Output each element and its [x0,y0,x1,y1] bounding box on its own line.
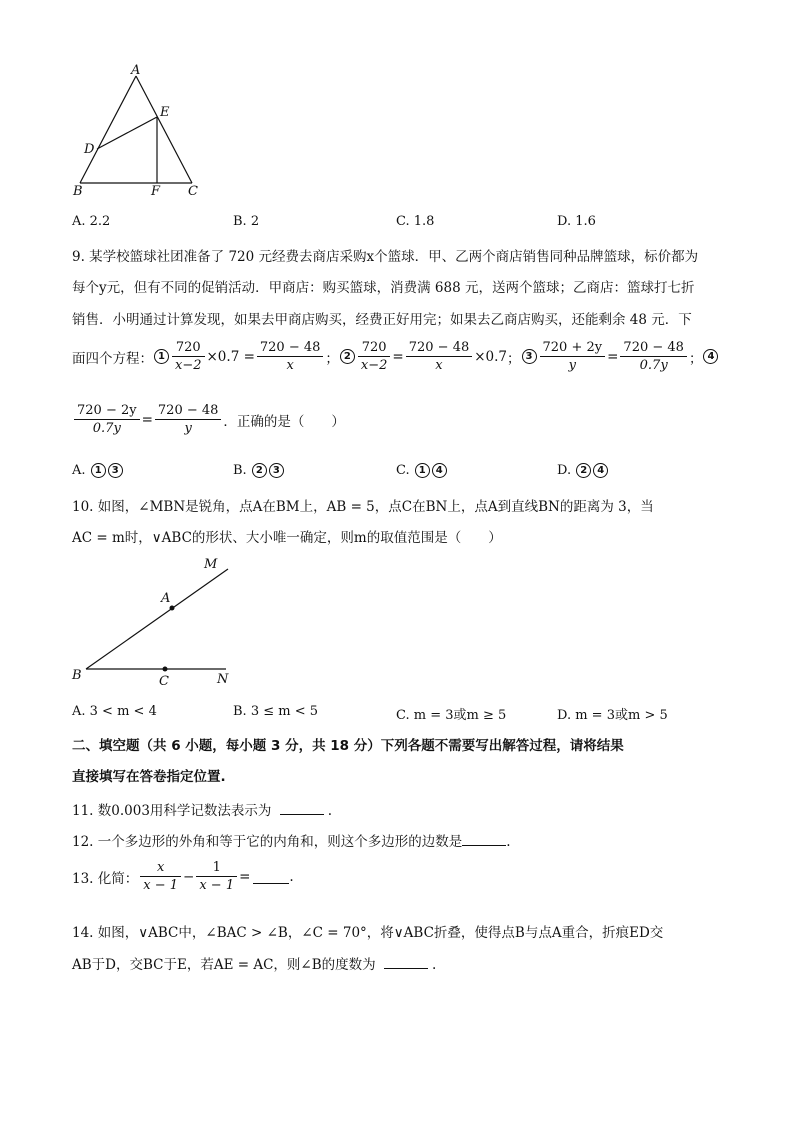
q11-answer-blank[interactable] [280,814,324,815]
q13-fraction-2: $\frac{1}{x - 1}$ [196,860,237,893]
circle-1: 1 [415,463,430,478]
q10-option-b[interactable]: B. 3 ≤ m < 5 [233,704,319,719]
circle-3: 3 [108,463,123,478]
q9-line-1: 9. 某学校篮球社团准备了 720 元经费去商店采购x个篮球．甲、乙两个商店销售同种品牌篮球，标价都为 [72,249,699,265]
q9-equations-prefix: 面四个方程： [72,350,153,367]
q9-option-c[interactable] [396,463,448,478]
q13 [72,860,294,893]
eq3-equals: = [607,348,619,365]
eq1-rhs-fraction: $\frac{720 - 48}{x}$ [257,340,324,373]
q13-equals: = [239,868,251,885]
q12-answer-blank[interactable] [462,845,506,846]
circle-2: 2 [252,463,267,478]
q12-text: 12. 一个多边形的外角和等于它的内角和，则这个多边形的边数是 [72,834,463,850]
eq4-lhs-fraction: $\frac{720 - 2y}{0.7y}$ [74,403,140,436]
eq4-rhs-fraction: $\frac{720 - 48}{y}$ [155,403,222,436]
circle-1: 1 [154,349,169,364]
circle-3: 3 [522,349,537,364]
label-D: D [84,142,95,157]
q14-end: . [431,957,437,973]
eq1-lhs-fraction: $\frac{720}{x-2}$ [172,340,205,373]
q8-option-d[interactable]: D. 1.6 [557,214,596,229]
section-2-heading-line-1: 二、填空题（共 6 小题，每小题 3 分，共 18 分）下列各题不需要写出解答过程，请将结果 [72,738,624,754]
label-A: A [161,591,171,606]
eq3-lhs-fraction: $\frac{720 + 2y}{y}$ [540,340,606,373]
q9-question-end: ．正确的是（ ） [223,413,345,430]
separator: ； [688,350,703,367]
q14-line-2-text: AB于D，交BC于E，若AE = AC，则∠B的度数为 [72,957,376,973]
circle-3: 3 [269,463,284,478]
option-label: D. [557,463,572,478]
eq3-rhs-fraction: $\frac{720 - 48}{0.7y}$ [620,340,687,373]
q9-equation-4-row [72,403,345,436]
option-label: A. [72,463,86,478]
point-C [163,667,168,672]
q9-line-2: 每个y元，但有不同的促销活动．甲商店：购买篮球，消费满 688 元，送两个篮球；乙商店：篮球打七折 [72,280,695,296]
q9-option-d[interactable] [557,463,609,478]
q13-end: . [289,868,294,885]
q13-minus: − [183,868,195,885]
q10-line-1: 10. 如图，∠MBN是锐角，点A在BM上，AB = 5，点C在BN上，点A到直线BN的距离为 3，当 [72,499,654,515]
q14-line-2 [72,953,436,973]
label-C: C [188,184,198,199]
label-A: A [131,64,141,78]
q8-option-c[interactable]: C. 1.8 [396,214,435,229]
option-label: B. [233,463,247,478]
q9-option-a[interactable] [72,463,124,478]
eq2-lhs-fraction: $\frac{720}{x-2}$ [358,340,391,373]
eq2-rhs-fraction: $\frac{720 - 48}{x}$ [406,340,473,373]
separator: ； [507,350,521,367]
label-N: N [217,672,229,687]
q13-answer-blank[interactable] [253,869,289,884]
q8-option-b[interactable]: B. 2 [233,214,260,229]
eq1-mid: ×0.7 = [206,348,255,365]
q13-prefix: 13. 化简： [72,870,139,887]
circle-1: 1 [91,463,106,478]
q12 [72,830,511,850]
q11-end: . [327,803,333,819]
q10-option-c[interactable]: C. m = 3或m ≥ 5 [396,708,507,723]
label-B: B [73,184,83,199]
label-B: B [72,668,82,683]
circle-2: 2 [576,463,591,478]
q9-option-b[interactable] [233,463,285,478]
section-2-heading-line-2: 直接填写在答卷指定位置. [72,769,226,785]
q10-option-d[interactable]: D. m = 3或m > 5 [557,708,668,723]
q9-line-3: 销售．小明通过计算发现，如果去甲商店购买，经费正好用完；如果去乙商店购买，还能剩余 48 元．下 [72,312,692,328]
q11 [72,799,332,819]
label-F: F [151,184,161,199]
label-M: M [204,557,218,572]
q13-fraction-1: $\frac{x}{x - 1}$ [140,860,181,893]
q9-equations-row [72,340,719,373]
option-label: C. [396,463,410,478]
q8-option-a[interactable]: A. 2.2 [72,214,111,229]
q14-line-1: 14. 如图，∨ABC中，∠BAC > ∠B，∠C = 70°，将∨ABC折叠，使得点B与点A重合，折痕ED交 [72,925,664,941]
separator: ； [325,350,339,367]
triangle-figure [70,64,210,204]
eq4-equals: = [141,411,153,428]
q12-end: . [506,834,511,850]
q11-text: 11. 数0.003用科学记数法表示为 [72,803,272,819]
eq2-tail: ×0.7 [474,348,508,365]
eq2-equals: = [392,348,404,365]
angle-figure [66,552,246,692]
circle-4: 4 [432,463,447,478]
circle-4: 4 [703,349,718,364]
q10-line-2: AC = m时，∨ABC的形状、大小唯一确定，则m的取值范围是（ ） [72,530,502,546]
label-C: C [159,674,169,689]
circle-2: 2 [340,349,355,364]
q10-option-a[interactable]: A. 3 < m < 4 [72,704,157,719]
point-A [170,606,175,611]
circle-4: 4 [593,463,608,478]
label-E: E [160,105,170,120]
q14-answer-blank[interactable] [384,968,428,969]
